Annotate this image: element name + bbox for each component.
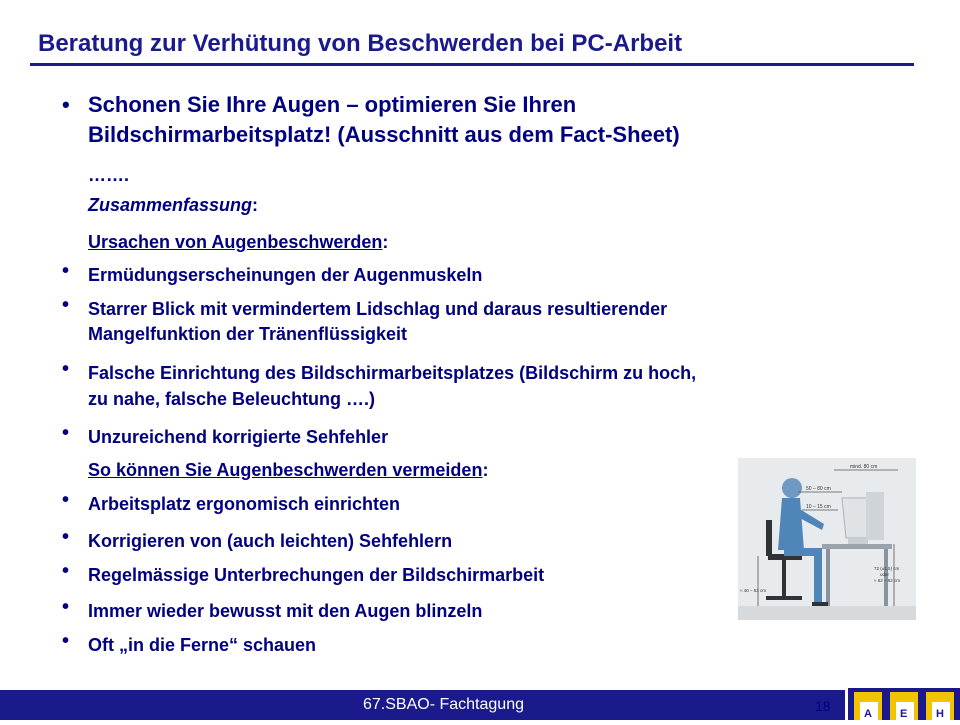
dimension-label: oder bbox=[880, 572, 890, 577]
prevention-colon: : bbox=[482, 460, 489, 480]
workstation-illustration bbox=[738, 458, 916, 620]
prevention-item: Oft „in die Ferne“ schauen bbox=[88, 635, 317, 655]
bullet-icon: • bbox=[62, 294, 70, 316]
cause-item-continued: Mangelfunktion der Tränenflüssigkeit bbox=[88, 324, 408, 344]
causes-heading bbox=[88, 230, 388, 254]
prevention-item: Korrigieren von (auch leichten) Sehfehlern bbox=[88, 531, 453, 551]
logo-letter: H bbox=[936, 708, 944, 720]
bullet-icon: • bbox=[62, 92, 70, 117]
cause-item: Unzureichend korrigierte Sehfehler bbox=[88, 427, 389, 447]
dimension-label: 72 (±1,5) cm bbox=[874, 566, 900, 571]
bullet-icon: • bbox=[62, 260, 70, 282]
ellipsis: ……. bbox=[88, 165, 130, 185]
dimension-label: ≈ 62 – 82 cm bbox=[874, 578, 900, 583]
cause-item: Falsche Einrichtung des Bildschirmarbeitsplatzes (Bildschirm zu hoch, bbox=[88, 363, 697, 383]
intro-heading bbox=[88, 90, 848, 150]
prevention-item: Arbeitsplatz ergonomisch einrichten bbox=[88, 494, 401, 514]
intro-line-1: Schonen Sie Ihre Augen – optimieren Sie Ihren bbox=[88, 92, 577, 117]
logo-letter: A bbox=[864, 708, 872, 720]
causes-colon: : bbox=[382, 232, 389, 252]
summary-label bbox=[88, 193, 258, 217]
intro-line-2: Bildschirmarbeitsplatz! (Ausschnitt aus dem Fact-Sheet) bbox=[88, 122, 680, 147]
prevention-heading bbox=[88, 458, 488, 482]
bullet-icon: • bbox=[62, 630, 70, 652]
cause-item: Starrer Blick mit vermindertem Lidschlag und daraus resultierender bbox=[88, 299, 668, 319]
bullet-icon: • bbox=[62, 526, 70, 548]
dimension-label: ≈ 40 – 53 cm bbox=[740, 588, 766, 593]
causes-heading-text: Ursachen von Augenbeschwerden bbox=[88, 232, 383, 252]
title-rule bbox=[30, 63, 914, 66]
bullet-icon: • bbox=[62, 596, 70, 618]
cause-item: Ermüdungserscheinungen der Augenmuskeln bbox=[88, 265, 483, 285]
prevention-item: Regelmässige Unterbrechungen der Bildschirmarbeit bbox=[88, 565, 545, 585]
summary-text: Zusammenfassung bbox=[88, 195, 253, 215]
dimension-label: 10 – 15 cm bbox=[806, 504, 831, 510]
prevention-item: Immer wieder bewusst mit den Augen blinzeln bbox=[88, 601, 483, 621]
bullet-icon: • bbox=[62, 489, 70, 511]
page-number: 18 bbox=[815, 698, 831, 714]
dimension-label: mind. 80 cm bbox=[850, 464, 878, 470]
slide-title: Beratung zur Verhütung von Beschwerden bei PC-Arbeit bbox=[38, 30, 683, 57]
bullet-icon: • bbox=[62, 422, 70, 444]
dimension-label: 50 – 80 cm bbox=[806, 486, 831, 492]
summary-colon: : bbox=[252, 195, 259, 215]
bullet-icon: • bbox=[62, 560, 70, 582]
workstation-drawing bbox=[738, 458, 916, 620]
cause-item-continued: zu nahe, falsche Beleuchtung ….) bbox=[88, 389, 376, 409]
aeh-logo bbox=[848, 688, 960, 720]
footer-event: 67.SBAO- Fachtagung bbox=[363, 696, 524, 713]
logo-letter: E bbox=[900, 708, 908, 720]
bullet-icon: • bbox=[62, 358, 70, 380]
prevention-heading-text: So können Sie Augenbeschwerden vermeiden bbox=[88, 460, 483, 480]
